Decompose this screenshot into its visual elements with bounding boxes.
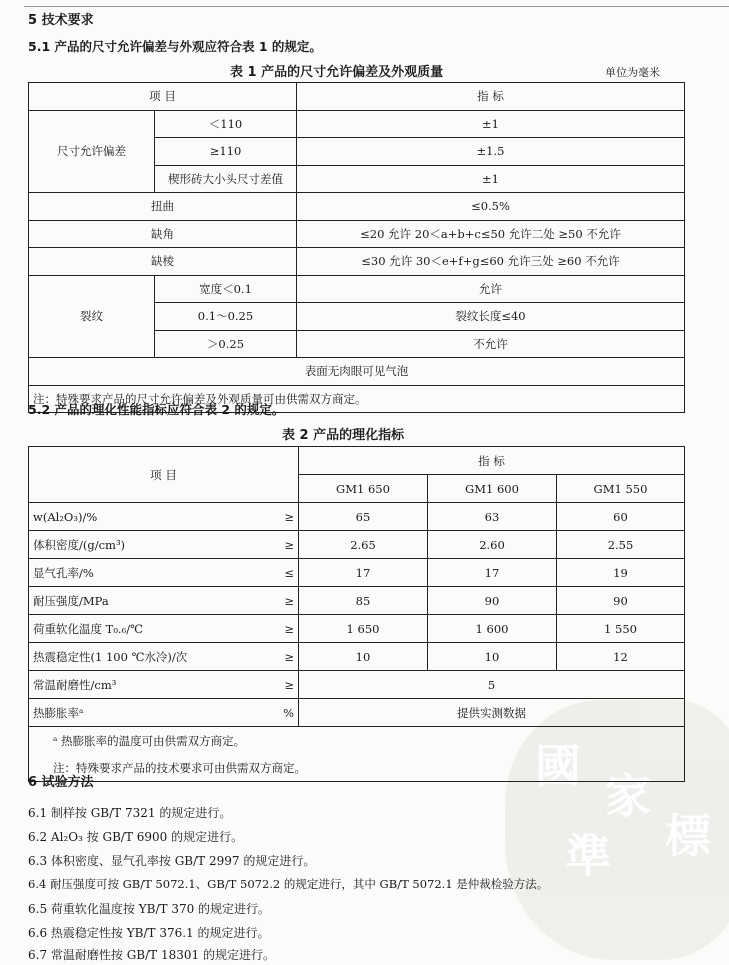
t2-sym: ≥ — [269, 531, 299, 559]
t2-value: 2.55 — [557, 531, 685, 559]
t1-cell: 允许 — [297, 275, 685, 303]
method-item: 6.4 耐压强度可按 GB/T 5072.1、GB/T 5072.2 的规定进行，其中 GB/T 5072.1 是仲裁检验方法。 — [28, 877, 549, 891]
t2-item: 热膨胀率ᵃ — [29, 699, 269, 727]
section-6-title: 6 试验方法 — [28, 775, 94, 790]
t2-sym: ≥ — [269, 615, 299, 643]
t2-grade: GM1 650 — [299, 475, 428, 503]
method-item: 6.5 荷重软化温度按 YB/T 370 的规定进行。 — [28, 902, 271, 916]
t1-cell: ≤30 允许 30＜e+f+g≤60 允许三处 ≥60 不允许 — [297, 248, 685, 276]
method-item: 6.3 体积密度、显气孔率按 GB/T 2997 的规定进行。 — [28, 854, 316, 868]
t2-value: 19 — [557, 559, 685, 587]
clause-5-2: 5.2 产品的理化性能指标应符合表 2 的规定。 — [28, 402, 285, 417]
t1-cell: ＞0.25 — [155, 330, 297, 358]
t1-cell: 裂纹长度≤40 — [297, 303, 685, 331]
t2-sym: ≥ — [269, 503, 299, 531]
t2-value: 1 600 — [428, 615, 557, 643]
t2-item: 耐压强度/MPa — [29, 587, 269, 615]
t2-note: 注：特殊要求产品的技术要求可由供需双方商定。 — [29, 754, 685, 782]
t1-cell: 缺角 — [29, 220, 297, 248]
t2-sym: ≥ — [269, 643, 299, 671]
table2-caption: 表 2 产品的理化指标 — [282, 428, 405, 443]
t2-value: 12 — [557, 643, 685, 671]
t1-head-item: 项 目 — [29, 83, 297, 111]
t1-note: 注：特殊要求产品的尺寸允许偏差及外观质量可由供需双方商定。 — [29, 385, 685, 413]
t2-value: 17 — [299, 559, 428, 587]
t2-value: 85 — [299, 587, 428, 615]
table1-caption: 表 1 产品的尺寸允许偏差及外观质量 — [230, 65, 444, 80]
t1-dim-label: 尺寸允许偏差 — [29, 110, 155, 193]
t2-grade: GM1 600 — [428, 475, 557, 503]
t2-item: 热震稳定性(1 100 ℃水冷)/次 — [29, 643, 269, 671]
section-5-title: 5 技术要求 — [28, 13, 94, 28]
t1-cell: ≤20 允许 20＜a+b+c≤50 允许二处 ≥50 不允许 — [297, 220, 685, 248]
t1-cell: 扭曲 — [29, 193, 297, 221]
t2-head-item: 项 目 — [29, 447, 299, 503]
t1-cell: 宽度＜0.1 — [155, 275, 297, 303]
t2-value: 90 — [428, 587, 557, 615]
t2-head-index: 指 标 — [299, 447, 685, 475]
t2-sym: ≤ — [269, 559, 299, 587]
t2-item: w(Al₂O₃)/% — [29, 503, 269, 531]
t2-value: 60 — [557, 503, 685, 531]
watermark-stamp: 國 家 標 準 — [505, 700, 729, 960]
t2-grade: GM1 550 — [557, 475, 685, 503]
t2-value: 1 550 — [557, 615, 685, 643]
t1-crack-label: 裂纹 — [29, 275, 155, 358]
t1-cell: ≤0.5% — [297, 193, 685, 221]
top-rule — [24, 6, 729, 7]
t2-sym: % — [269, 699, 299, 727]
t2-value: 2.65 — [299, 531, 428, 559]
table-2 — [28, 446, 685, 782]
clause-5-1: 5.1 产品的尺寸允许偏差与外观应符合表 1 的规定。 — [28, 39, 322, 54]
t2-value: 10 — [428, 643, 557, 671]
t2-item: 荷重软化温度 T₀.₆/℃ — [29, 615, 269, 643]
t1-cell: ＜110 — [155, 110, 297, 138]
t1-cell: 0.1～0.25 — [155, 303, 297, 331]
t2-item: 体积密度/(g/cm³) — [29, 531, 269, 559]
method-item: 6.7 常温耐磨性按 GB/T 18301 的规定进行。 — [28, 948, 275, 962]
t1-surface: 表面无肉眼可见气泡 — [29, 358, 685, 386]
t2-value: 17 — [428, 559, 557, 587]
t2-footnote: ᵃ 热膨胀率的温度可由供需双方商定。 — [29, 727, 685, 755]
t2-value: 65 — [299, 503, 428, 531]
method-item: 6.1 制样按 GB/T 7321 的规定进行。 — [28, 806, 232, 820]
t1-cell: 缺棱 — [29, 248, 297, 276]
t2-value: 2.60 — [428, 531, 557, 559]
t2-sym: ≥ — [269, 587, 299, 615]
t1-cell: 不允许 — [297, 330, 685, 358]
method-item: 6.6 热震稳定性按 YB/T 376.1 的规定进行。 — [28, 926, 270, 940]
t1-cell: ≥110 — [155, 138, 297, 166]
t2-value: 提供实测数据 — [299, 699, 685, 727]
t2-value: 10 — [299, 643, 428, 671]
t1-cell: ±1 — [297, 165, 685, 193]
t1-cell: 楔形砖大小头尺寸差值 — [155, 165, 297, 193]
t2-value: 63 — [428, 503, 557, 531]
t2-item: 显气孔率/% — [29, 559, 269, 587]
t2-value: 5 — [299, 671, 685, 699]
table-1 — [28, 82, 685, 413]
method-item: 6.2 Al₂O₃ 按 GB/T 6900 的规定进行。 — [28, 830, 244, 844]
t1-head-index: 指 标 — [297, 83, 685, 111]
t2-value: 90 — [557, 587, 685, 615]
table1-unit: 单位为毫米 — [605, 66, 660, 79]
t2-sym: ≥ — [269, 671, 299, 699]
t1-cell: ±1.5 — [297, 138, 685, 166]
t2-item: 常温耐磨性/cm³ — [29, 671, 269, 699]
t2-value: 1 650 — [299, 615, 428, 643]
t1-cell: ±1 — [297, 110, 685, 138]
